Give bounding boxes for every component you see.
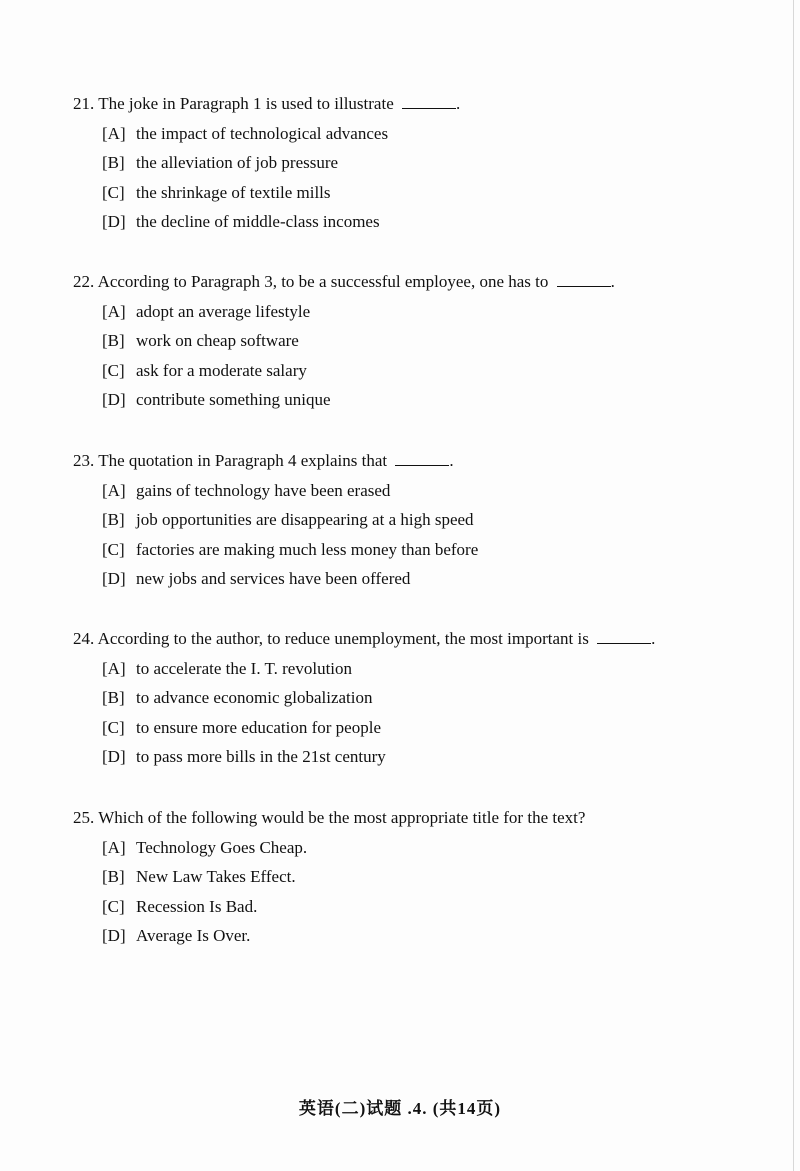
- option-b: [73, 867, 753, 887]
- question-text: The joke in Paragraph 1 is used to illustrate: [98, 94, 394, 113]
- question-24: [73, 629, 753, 777]
- answer-blank: [597, 629, 651, 644]
- question-suffix: .: [449, 451, 454, 470]
- option-text: work on cheap software: [136, 331, 299, 350]
- scan-edge-line: [793, 0, 794, 1171]
- option-b: [73, 688, 753, 708]
- option-text: to accelerate the I. T. revolution: [136, 658, 353, 678]
- option-a: [73, 838, 753, 858]
- option-text: the alleviation of job pressure: [136, 153, 339, 172]
- page-footer: 英语(二)试题 .4. (共14页): [298, 1099, 502, 1118]
- option-list: [73, 124, 753, 233]
- question-stem: [73, 94, 753, 114]
- option-letter: [D]: [102, 747, 126, 766]
- option-list: [73, 838, 753, 947]
- answer-blank: [402, 94, 456, 109]
- option-d: [73, 747, 753, 767]
- option-letter: [B]: [102, 867, 125, 886]
- option-letter: [C]: [102, 360, 125, 380]
- question-stem: [73, 808, 753, 828]
- option-letter: [D]: [102, 212, 126, 231]
- option-a: [73, 124, 753, 144]
- question-number: 23.: [73, 451, 95, 470]
- question-suffix: .: [651, 629, 656, 648]
- option-text: to ensure more education for people: [136, 717, 381, 737]
- option-c: [73, 897, 753, 917]
- question-stem: [73, 629, 753, 649]
- option-letter: [A]: [102, 480, 126, 500]
- answer-blank: [395, 451, 449, 466]
- option-letter: [A]: [102, 658, 126, 678]
- question-23: [73, 451, 753, 599]
- option-c: [73, 183, 753, 203]
- option-letter: [D]: [102, 926, 126, 945]
- option-text: gains of technology have been erased: [136, 480, 391, 500]
- option-text: to advance economic globalization: [136, 688, 373, 707]
- option-letter: [B]: [102, 331, 125, 350]
- option-d: [73, 569, 753, 589]
- option-letter: [A]: [102, 837, 126, 857]
- option-list: [73, 302, 753, 411]
- option-list: [73, 659, 753, 768]
- option-text: the decline of middle-class incomes: [136, 212, 380, 231]
- option-d: [73, 390, 753, 410]
- answer-blank: [557, 272, 611, 287]
- option-text: contribute something unique: [136, 390, 331, 409]
- option-text: New Law Takes Effect.: [136, 867, 296, 886]
- option-letter: [D]: [102, 569, 126, 588]
- question-21: [73, 94, 753, 242]
- option-letter: [A]: [102, 301, 126, 321]
- question-number: 22.: [73, 272, 95, 291]
- option-letter: [D]: [102, 390, 126, 409]
- option-text: ask for a moderate salary: [136, 360, 307, 380]
- question-text: According to Paragraph 3, to be a successful employee, one has to: [97, 272, 549, 291]
- option-letter: [A]: [102, 123, 126, 143]
- option-letter: [B]: [102, 153, 125, 172]
- question-number: 25.: [73, 808, 95, 827]
- question-suffix: .: [456, 94, 461, 113]
- option-list: [73, 481, 753, 590]
- question-stem: [73, 451, 753, 471]
- option-letter: [C]: [102, 896, 125, 916]
- option-text: new jobs and services have been offered: [136, 569, 411, 588]
- option-text: Recession Is Bad.: [136, 896, 258, 916]
- option-text: the shrinkage of textile mills: [136, 182, 331, 202]
- option-d: [73, 926, 753, 946]
- option-c: [73, 361, 753, 381]
- option-letter: [C]: [102, 717, 125, 737]
- question-22: [73, 272, 753, 420]
- option-d: [73, 212, 753, 232]
- option-b: [73, 153, 753, 173]
- option-text: factories are making much less money than before: [136, 539, 479, 559]
- option-b: [73, 331, 753, 351]
- question-text: According to the author, to reduce unemployment, the most important is: [97, 629, 589, 648]
- option-text: job opportunities are disappearing at a high speed: [136, 510, 474, 529]
- question-number: 24.: [73, 629, 95, 648]
- option-a: [73, 659, 753, 679]
- question-number: 21.: [73, 94, 95, 113]
- option-text: adopt an average lifestyle: [136, 301, 311, 321]
- option-b: [73, 510, 753, 530]
- option-text: Technology Goes Cheap.: [136, 837, 308, 857]
- option-a: [73, 481, 753, 501]
- option-letter: [B]: [102, 688, 125, 707]
- question-suffix: .: [610, 272, 615, 291]
- option-a: [73, 302, 753, 322]
- question-stem: [73, 272, 753, 292]
- option-letter: [B]: [102, 510, 125, 529]
- question-text: The quotation in Paragraph 4 explains that: [98, 451, 388, 470]
- option-c: [73, 718, 753, 738]
- option-text: the impact of technological advances: [136, 123, 389, 143]
- question-text: Which of the following would be the most appropriate title for the text?: [98, 808, 586, 827]
- option-letter: [C]: [102, 539, 125, 559]
- option-text: Average Is Over.: [136, 926, 251, 945]
- option-c: [73, 540, 753, 560]
- option-letter: [C]: [102, 182, 125, 202]
- question-25: [73, 808, 753, 956]
- option-text: to pass more bills in the 21st century: [136, 747, 386, 766]
